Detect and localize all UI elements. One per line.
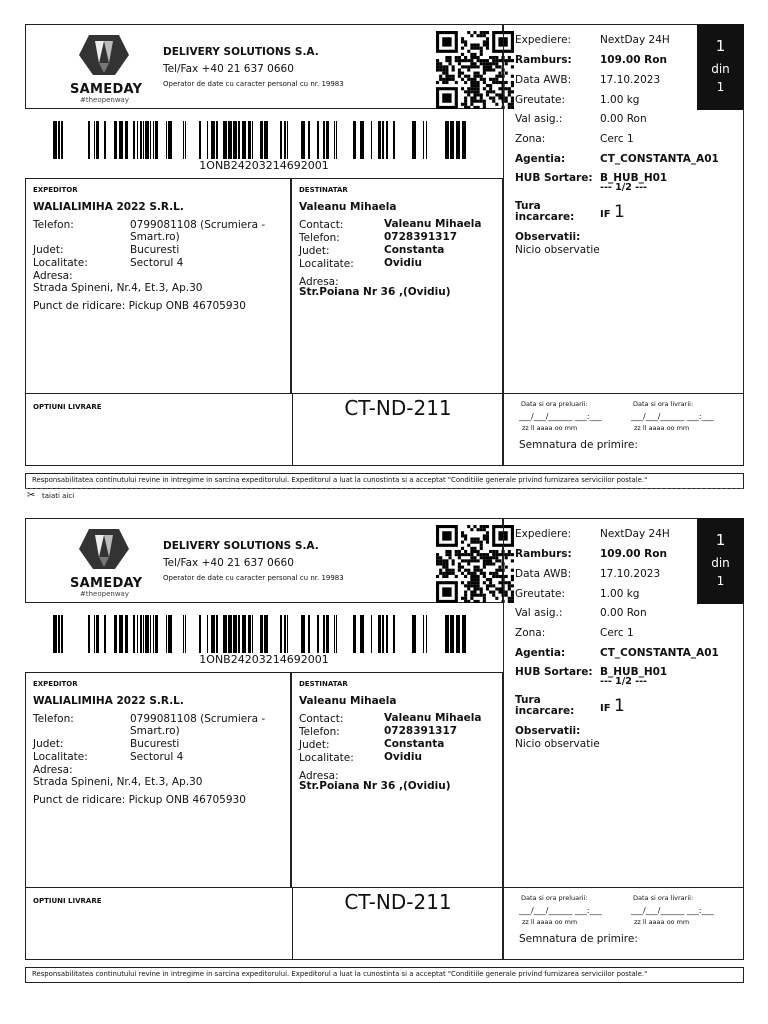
brand-tagline: #theopenway	[80, 590, 129, 598]
expeditor-telefon-2: Smart.ro)	[130, 231, 180, 243]
ramburs-label: Ramburs:	[515, 548, 572, 560]
tura-value: 1	[614, 696, 625, 716]
page-of: din	[711, 556, 730, 570]
disclaimer-box	[25, 473, 744, 489]
zona-value: Cerc 1	[600, 133, 634, 145]
observatii-value: Nicio observatie	[515, 244, 600, 256]
expeditor-telefon-2: Smart.ro)	[130, 725, 180, 737]
livrare-legend: zz ll aaaa oo mm	[634, 918, 690, 926]
livrare-blank[interactable]: ___/___/______ ___:___	[631, 906, 714, 915]
expeditor-adresa-label: Adresa:	[33, 270, 73, 282]
expeditor-box	[25, 178, 291, 394]
destinatar-contact-label: Contact:	[299, 713, 344, 725]
dates-box	[503, 888, 744, 960]
val-asig-value: 0.00 Ron	[600, 607, 647, 619]
tura-label-line1: Tura	[515, 200, 541, 212]
hub-label: HUB Sortare:	[515, 172, 593, 184]
preluare-label: Data si ora preluarii:	[521, 400, 588, 408]
dates-box	[503, 394, 744, 466]
greutate-label: Greutate:	[515, 94, 566, 106]
greutate-value: 1.00 kg	[600, 94, 640, 106]
expeditor-localitate-label: Localitate:	[33, 257, 88, 269]
route-code: CT-ND-211	[344, 396, 452, 420]
destinatar-header: DESTINATAR	[299, 680, 348, 688]
disclaimer-box	[25, 967, 744, 983]
optiuni-header: OPTIUNI LIVRARE	[33, 897, 102, 905]
expeditor-pickup: Punct de ridicare: Pickup ONB 46705930	[33, 794, 246, 806]
expeditor-adresa-label: Adresa:	[33, 764, 73, 776]
tura-prefix: IF	[600, 209, 611, 220]
livrare-label: Data si ora livrarii:	[633, 894, 694, 902]
expeditor-adresa: Strada Spineni, Nr.4, Et.3, Ap.30	[33, 282, 203, 294]
destinatar-judet: Constanta	[384, 738, 445, 750]
optiuni-livrare-box	[25, 888, 503, 960]
expediere-value: NextDay 24H	[600, 528, 670, 540]
company-telfax: Tel/Fax +40 21 637 0660	[163, 63, 294, 75]
zona-label: Zona:	[515, 133, 546, 145]
agentia-label: Agentia:	[515, 153, 566, 165]
brand-tagline: #theopenway	[80, 96, 129, 104]
destinatar-adresa: Str.Poiana Nr 36 ,(Ovidiu)	[299, 286, 451, 298]
data-awb-label: Data AWB:	[515, 74, 572, 86]
expeditor-telefon: 0799081108 (Scrumiera -	[130, 219, 266, 231]
hub-sub: --- 1/2 ---	[600, 676, 647, 687]
brand-name: SAMEDAY	[70, 82, 143, 97]
destinatar-contact: Valeanu Mihaela	[384, 218, 482, 230]
destinatar-adresa: Str.Poiana Nr 36 ,(Ovidiu)	[299, 780, 451, 792]
hub-sub: --- 1/2 ---	[600, 182, 647, 193]
company-header-box	[25, 518, 503, 603]
greutate-label: Greutate:	[515, 588, 566, 600]
val-asig-label: Val asig.:	[515, 113, 563, 125]
destinatar-localitate-label: Localitate:	[299, 258, 354, 270]
sameday-logo-icon	[79, 527, 129, 569]
awb-number: 1ONB24203214692001	[199, 159, 329, 172]
page-current: 1	[715, 37, 726, 55]
data-awb-value: 17.10.2023	[600, 568, 661, 580]
route-code: CT-ND-211	[344, 890, 452, 914]
expeditor-judet: Bucuresti	[130, 244, 180, 256]
destinatar-telefon-label: Telefon:	[299, 232, 340, 244]
awb-barcode	[53, 615, 475, 653]
val-asig-label: Val asig.:	[515, 607, 563, 619]
page-current: 1	[715, 531, 726, 549]
agentia-label: Agentia:	[515, 647, 566, 659]
expediere-label: Expediere:	[515, 528, 572, 540]
preluare-blank[interactable]: ___/___/______ ___:___	[519, 906, 602, 915]
destinatar-telefon-label: Telefon:	[299, 726, 340, 738]
destinatar-judet-label: Judet:	[299, 739, 330, 751]
data-awb-label: Data AWB:	[515, 568, 572, 580]
tura-label-line2: incarcare:	[515, 211, 575, 223]
destinatar-contact: Valeanu Mihaela	[384, 712, 482, 724]
expediere-value: NextDay 24H	[600, 34, 670, 46]
destinatar-judet-label: Judet:	[299, 245, 330, 257]
destinatar-localitate: Ovidiu	[384, 751, 422, 763]
awb-label-bottom	[0, 518, 768, 988]
observatii-value: Nicio observatie	[515, 738, 600, 750]
preluare-legend: zz ll aaaa oo mm	[522, 424, 578, 432]
expeditor-adresa: Strada Spineni, Nr.4, Et.3, Ap.30	[33, 776, 203, 788]
livrare-blank[interactable]: ___/___/______ ___:___	[631, 412, 714, 421]
cut-line	[25, 488, 743, 489]
expeditor-telefon: 0799081108 (Scrumiera -	[130, 713, 266, 725]
expeditor-localitate-label: Localitate:	[33, 751, 88, 763]
expeditor-header: EXPEDITOR	[33, 186, 78, 194]
expeditor-judet-label: Judet:	[33, 244, 64, 256]
observatii-label: Observatii:	[515, 725, 581, 737]
preluare-legend: zz ll aaaa oo mm	[522, 918, 578, 926]
signature-label: Semnatura de primire:	[519, 439, 638, 451]
destinatar-box	[291, 672, 503, 888]
awb-label-top	[0, 24, 768, 494]
destinatar-name: Valeanu Mihaela	[299, 201, 397, 213]
destinatar-name: Valeanu Mihaela	[299, 695, 397, 707]
disclaimer-text: Responsabilitatea continutului revine in intregime in sarcina expeditorului. Expeditorul a luat la cunostinta si a acceptat "Conditiile generale privind furnizarea serviciilor postale."	[32, 476, 648, 484]
agentia-value: CT_CONSTANTA_A01	[600, 153, 719, 165]
tura-value: 1	[614, 202, 625, 222]
page-counter	[697, 518, 744, 604]
zona-value: Cerc 1	[600, 627, 634, 639]
expeditor-judet: Bucuresti	[130, 738, 180, 750]
tura-prefix: IF	[600, 703, 611, 714]
company-name: DELIVERY SOLUTIONS S.A.	[163, 540, 319, 552]
company-operator: Operator de date cu caracter personal cu nr. 19983	[163, 574, 344, 582]
page-total: 1	[716, 574, 725, 588]
destinatar-header: DESTINATAR	[299, 186, 348, 194]
awb-barcode	[53, 121, 475, 159]
brand-name: SAMEDAY	[70, 576, 143, 591]
tura-label-line1: Tura	[515, 694, 541, 706]
agentia-value: CT_CONSTANTA_A01	[600, 647, 719, 659]
awb-number: 1ONB24203214692001	[199, 653, 329, 666]
val-asig-value: 0.00 Ron	[600, 113, 647, 125]
expeditor-judet-label: Judet:	[33, 738, 64, 750]
hub-label: HUB Sortare:	[515, 666, 593, 678]
destinatar-localitate: Ovidiu	[384, 257, 422, 269]
zona-label: Zona:	[515, 627, 546, 639]
expediere-label: Expediere:	[515, 34, 572, 46]
preluare-label: Data si ora preluarii:	[521, 894, 588, 902]
expeditor-localitate: Sectorul 4	[130, 257, 184, 269]
sameday-logo-icon	[79, 33, 129, 75]
destinatar-adresa-label: Adresa:	[299, 276, 339, 288]
scissors-icon: ✂	[27, 490, 36, 501]
cut-here-text: taiati aici	[42, 492, 75, 500]
page-total: 1	[716, 80, 725, 94]
ramburs-value: 109.00 Ron	[600, 548, 667, 560]
expeditor-header: EXPEDITOR	[33, 680, 78, 688]
livrare-label: Data si ora livrarii:	[633, 400, 694, 408]
ramburs-value: 109.00 Ron	[600, 54, 667, 66]
observatii-label: Observatii:	[515, 231, 581, 243]
page-counter	[697, 24, 744, 110]
company-name: DELIVERY SOLUTIONS S.A.	[163, 46, 319, 58]
ramburs-label: Ramburs:	[515, 54, 572, 66]
expeditor-name: WALIALIMIHA 2022 S.R.L.	[33, 201, 184, 213]
expeditor-pickup: Punct de ridicare: Pickup ONB 46705930	[33, 300, 246, 312]
expeditor-localitate: Sectorul 4	[130, 751, 184, 763]
destinatar-localitate-label: Localitate:	[299, 752, 354, 764]
optiuni-header: OPTIUNI LIVRARE	[33, 403, 102, 411]
page-of: din	[711, 62, 730, 76]
preluare-blank[interactable]: ___/___/______ ___:___	[519, 412, 602, 421]
data-awb-value: 17.10.2023	[600, 74, 661, 86]
destinatar-telefon: 0728391317	[384, 231, 458, 243]
expeditor-telefon-label: Telefon:	[33, 219, 74, 231]
company-operator: Operator de date cu caracter personal cu nr. 19983	[163, 80, 344, 88]
optiuni-livrare-box	[25, 394, 503, 466]
destinatar-box	[291, 178, 503, 394]
destinatar-adresa-label: Adresa:	[299, 770, 339, 782]
destinatar-judet: Constanta	[384, 244, 445, 256]
expeditor-telefon-label: Telefon:	[33, 713, 74, 725]
destinatar-contact-label: Contact:	[299, 219, 344, 231]
hub-value: B_HUB_H01	[600, 666, 668, 678]
expeditor-box	[25, 672, 291, 888]
company-header-box	[25, 24, 503, 109]
expeditor-name: WALIALIMIHA 2022 S.R.L.	[33, 695, 184, 707]
destinatar-telefon: 0728391317	[384, 725, 458, 737]
disclaimer-text: Responsabilitatea continutului revine in intregime in sarcina expeditorului. Expeditorul a luat la cunostinta si a acceptat "Conditiile generale privind furnizarea serviciilor postale."	[32, 970, 648, 978]
livrare-legend: zz ll aaaa oo mm	[634, 424, 690, 432]
greutate-value: 1.00 kg	[600, 588, 640, 600]
company-telfax: Tel/Fax +40 21 637 0660	[163, 557, 294, 569]
tura-label-line2: incarcare:	[515, 705, 575, 717]
hub-value: B_HUB_H01	[600, 172, 668, 184]
signature-label: Semnatura de primire:	[519, 933, 638, 945]
